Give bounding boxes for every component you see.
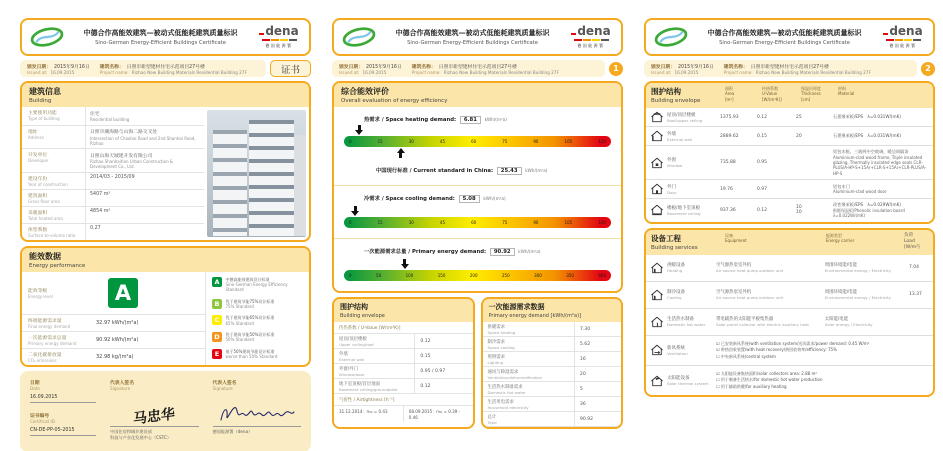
page-number-badge: 1: [609, 62, 623, 76]
page-number-badge: 2: [921, 62, 935, 76]
house-ventilation-icon: [650, 344, 664, 356]
table-row: 开发单位 Developer 日照山海天城建开发有限公司 Rizhao Shanhaitian Urban Construction & Development Co., Ltd.: [22, 149, 204, 173]
arrow-down-icon: [355, 125, 364, 135]
arrow-down-icon: [351, 206, 360, 216]
certificate-id-label-cn: 证书编号: [30, 413, 50, 419]
dena-wordmark: dena: [256, 25, 302, 37]
issue-date-cn: 2015年9月16日: [54, 64, 90, 70]
envelope-table-header: 围护结构 Building envelope 面积 Area [m²] 传热系数 U-Value [W/(m²K)] 保温层厚度 Thickness [cm] 材料 Material: [646, 83, 933, 108]
table-row: 太阳能设备 Solar thermal system ☑ 太阳能设备集热面积/solar collectors area: 2.88 m² ☐ 用于制备生活热水/for domestic hot water production ☐ 用于辅助供暖/for auxiliary heating: [646, 366, 933, 395]
energy-title-en: Energy performance: [29, 262, 86, 269]
heating-gradient-bar: [344, 136, 611, 147]
header-card: [644, 18, 935, 56]
certificate-title: [70, 28, 251, 46]
certificate-page-1: [20, 18, 311, 451]
project-field: [100, 63, 247, 75]
total-row: 总计 Total 90.92: [483, 412, 622, 427]
airtightness-row: 31.12.2014：n₅₀ = 0.43 08.09.2015：n₅₀ = 0.39 - 0.46: [334, 406, 473, 422]
building-title-cn: 建筑信息: [29, 87, 61, 96]
building-section-header: [22, 83, 309, 107]
legend-item: C 优于建筑节能65%设计标准 65% Standard: [212, 315, 303, 325]
project-label-cn: 建筑名称：: [99, 64, 124, 70]
building-title-en: Building: [29, 98, 52, 104]
table-row: 制冷需求 Space cooling 5.62: [483, 337, 622, 352]
table-row: 地址 Address 日照市潮海路与山海二路交叉处 Intersection of Chaohai Road and 2nd Shanhai Road, Rizhao: [22, 126, 204, 150]
signature-scribble-icon: [217, 400, 297, 426]
airtightness-subheader: 气密性 / Airtightness [h⁻¹]: [334, 394, 473, 406]
table-row: 生活热水制备需求 Domestic hot water 5: [483, 382, 622, 397]
legend-item: A 中德高能效建筑设计标准 Sino-German Energy Efficiency Standard: [212, 277, 303, 293]
table-row: 外门 Door 19.76 0.97 铝包木门 Aluminium-clad wood door: [646, 180, 933, 199]
table-row: 生活用电需求 Household electricity 36: [483, 397, 622, 412]
stc-logo-icon: [29, 24, 65, 50]
title-english: Sino-German Energy-Efficient Buildings Certificate: [95, 40, 226, 46]
signature-panel: [20, 371, 311, 451]
certificate-title: 中德合作高能效建筑—被动式低能耗建筑质量标识 Sino-German Energy-Efficient Buildings Certificate: [395, 29, 550, 46]
scale-ticks: 0 15 30 45 60 75 90 105 120: [349, 139, 606, 144]
table-row: 新风系统 Ventilation ☑ 已安装新风系统/with ventilation system/送风需求/power demand: 0.45 W/m² ☑ 带热回收装置/with heat recovery/热回收效率/efficiency: 75% ☐ 中央新风系统/central system: [646, 336, 933, 366]
house-icon: [650, 130, 664, 142]
house-cooling-icon: [650, 289, 664, 301]
energy-title-cn: 能效数据: [29, 251, 61, 261]
china-standard-value: 25.43: [497, 167, 522, 175]
dena-bar: [271, 39, 279, 42]
cooling-demand-scale: 冷需求 / Space cooling demand: 5.08 kWh/(m²a) 0 15 30 45 60 75 90 105 120: [334, 185, 621, 238]
arrow-down-icon: [400, 259, 409, 269]
table-row: 供暖设备 Heating 空气源热泵室外机 Air source heat pump outdoor unit 周围环境能/电能 Environmental energy / Electricity 7.04: [646, 255, 933, 282]
table-row: 屋顶/顶层楼板 Upper ceiling/roof 0.12: [334, 334, 473, 349]
dena-bar: [262, 39, 270, 42]
cstc-organization: 中国住房和城乡建设部 科技与产业化发展中心（CSTC）: [110, 429, 172, 440]
stc-logo-icon: [653, 24, 689, 50]
issue-strip: 颁发日期： 2015年9月16日 Issued at: 16.09.2015 建筑名称： 日照市新型建材住宅示范项目27号楼 Project name: Rizhao New Building Materials Residential Building 27F: [332, 60, 605, 77]
header-card: [332, 18, 623, 56]
energy-grade-badge: A: [108, 278, 138, 308]
grade-c-chip: C: [212, 315, 222, 325]
evaluation-section-header: 综合能效评价 Overall evaluation of energy efficiency: [334, 83, 621, 107]
overall-evaluation-card: [332, 81, 623, 293]
primary-energy-scale: 一次能源需求总量 / Primary energy demand: 90.92 kWh/(m²a) 0 50 100 150 200 250 300 350 400: [334, 238, 621, 291]
signature-handwriting-cstc: 马忠华: [110, 391, 199, 427]
issue-date-label-cn: 颁发日期：: [27, 64, 51, 70]
dena-subtitle: 德国能源署: [265, 42, 293, 48]
ventilation-checklist: ☑ 已安装新风系统/with ventilation system/送风需求/power demand: 0.45 W/m² ☑ 带热回收装置/with heat recovery/热回收效率/efficiency: 75% ☐ 中央新风系统/central system: [716, 340, 870, 359]
issue-strip: 颁发日期： 2015年9月16日 Issued at: 16.09.2015 建筑名称： 日照市新型建材住宅示范项目27号楼 Project name: Rizhao New Building Materials Residential Building 27F: [644, 60, 917, 77]
energy-section-header: [22, 248, 309, 272]
house-solar-icon: [650, 375, 664, 387]
dena-logo: [256, 25, 302, 49]
uvalue-subheader: 传热系数 / U-Value [W/(m²K)]: [334, 322, 473, 334]
solar-checklist: ☑ 太阳能设备集热面积/solar collectors area: 2.88 m² ☐ 用于制备生活热水/for domestic hot water production ☐ 用于辅助供暖/for auxiliary heating: [716, 371, 823, 389]
issue-date-value: 16.09.2015: [30, 391, 96, 403]
table-row: 生活热水制备 Domestic hot water 带电辅热的太阳能平板集热器 Solar panel collector with electric auxiliary heat 太阳能/电能 Solar energy / Electricity: [646, 309, 933, 336]
issue-row: [644, 60, 935, 77]
primary-energy-value: 90.92: [490, 248, 515, 256]
legend-item: D 优于建筑节能50%设计标准 50% Standard: [212, 332, 303, 342]
certificate-id-label-en: Certificat ID: [30, 418, 55, 424]
table-row: 建筑面积 Gross floor area 5407 m²: [22, 190, 204, 207]
legend-item: B 优于建筑节能75%设计标准 75% Standard: [212, 299, 303, 309]
table-row: 外窗/外门 Window/door 0.95 / 0.97: [334, 364, 473, 379]
envelope-uvalue-card: [332, 297, 475, 429]
date-and-id-column: [30, 379, 96, 445]
primary-gradient-bar: 0 50 100 150 200 250 300 350 400: [344, 270, 611, 281]
certificate-id-value: CN-DE-PP-05-2015: [30, 424, 96, 436]
cooling-gradient-bar: 0 15 30 45 60 75 90 105 120: [344, 217, 611, 228]
issue-date-en: 16.09.2015: [50, 69, 75, 75]
dena-bar: [280, 39, 288, 42]
signature-column-dena: 代表人签名 Signature 德国能源署（dena）: [213, 379, 302, 445]
issue-row: [332, 60, 623, 77]
certificate-page-3: [644, 18, 935, 397]
heating-demand-value: 6.81: [460, 116, 481, 124]
table-row: 制冷设备 Cooling 空气源热泵室外机 Air source heat pump outdoor unit 周围环境能/电能 Environmental energy / Electricity 13.37: [646, 282, 933, 309]
table-row: 屋顶/顶层楼板 Roof/upper ceiling 1375.93 0.12 25 石墨聚苯板/EPS λ=0.031W/(mK): [646, 108, 933, 127]
issue-date-label-en: Issued at:: [27, 69, 48, 75]
cooling-demand-value: 5.08: [459, 195, 480, 203]
dena-logo: dena 德国能源署: [880, 25, 926, 49]
building-info-card: [20, 81, 311, 242]
dena-logo: dena 德国能源署: [568, 25, 614, 49]
table-row: 体型系数 Surface-to-volume ratio 0.27: [22, 224, 204, 240]
house-icon: [650, 111, 664, 123]
stc-logo-icon: [341, 24, 377, 50]
table-row: 楼板/地下室顶板 Basement ceiling 937.36 0.12 10 10 改性聚苯板/EPS λ=0.029W/(mK) 酚醛保温板/Phenolic insulation board λ=0.022W/(mK): [646, 199, 933, 221]
grade-a-chip: A: [212, 277, 222, 287]
signature-column-cstc: 代表人签名 Signature 马忠华 中国住房和城乡建设部 科技与产业化发展中心（CSTC）: [110, 379, 199, 445]
house-icon: [650, 204, 664, 216]
building-photo: [207, 110, 306, 237]
energy-level-row: 能效等级 Energy level A: [22, 272, 205, 315]
table-row: 通风与除湿需求 Ventilation/dehumidification 20: [483, 367, 622, 382]
project-label-en: Project name:: [99, 69, 129, 75]
heating-demand-scale: 热需求 / Space heating demand: 6.81 kWh/(m²a) 0 15 30 45 60 75 90 105 120 中国现行标准 / Current standard in China: 25.43 kWh/(m²a): [334, 107, 621, 185]
title-chinese: 中德合作高能效建筑—被动式低能耗建筑质量标识: [83, 29, 238, 37]
building-info-table: [22, 107, 204, 240]
table-row: 终端能源需求量 Final energy demand 32.97 kWh/(m²a): [22, 315, 205, 332]
house-icon: [650, 157, 664, 169]
project-name-en: Rizhao New Building Materials Residential Building 27F: [131, 69, 247, 75]
table-row: 一次能源需求总量 Primary energy demand 90.92 kWh/(m²a): [22, 332, 205, 349]
date-label-cn: 日期: [30, 380, 40, 386]
table-row: 供暖需求 Space heating 7.30: [483, 322, 622, 337]
house-hot-water-icon: [650, 316, 664, 328]
dena-bar: [289, 39, 297, 42]
table-row: 照明需求 Lighting 16: [483, 352, 622, 367]
table-row: 二氧化碳排放量 CO₂ emissions 32.98 kg/(m²a): [28, 352, 134, 363]
building-services-card: [644, 228, 935, 398]
table-row: 采暖面积 Total heated area 4854 m²: [22, 207, 204, 224]
table-row: 外墙 External wall 0.15: [334, 349, 473, 364]
issue-date-field: [27, 63, 90, 75]
primary-demand-header: 一次能源需求数据 Primary energy demand [kWh/(m²a)]: [483, 299, 622, 322]
grade-b-chip: B: [212, 299, 222, 309]
envelope-header: 围护结构 Building envelope: [334, 299, 473, 322]
services-table-header: 设备工程 Building services 设备 Equipment 能源类型 Energy carrier 负荷 Load [W/m²]: [646, 230, 933, 255]
energy-performance-card: [20, 246, 311, 367]
table-row: 建设年份 Year of construction 2014/03 - 2015/09: [22, 173, 204, 190]
dena-organization: 德国能源署（dena）: [212, 429, 253, 434]
certificate-badge: 证书: [270, 60, 311, 77]
house-icon: [650, 183, 664, 195]
legend-item: E 低于50%建筑节能设计标准 worse than 50% Standard: [212, 349, 303, 359]
grade-e-chip: E: [212, 349, 222, 359]
signature-handwriting-dena: [213, 391, 302, 427]
china-standard-line: 中国现行标准 / Current standard in China: 25.43 kWh/(m²a): [376, 168, 548, 174]
grade-d-chip: D: [212, 332, 222, 342]
table-row: 地下室顶板/首层地面 Basement ceiling/groundplate 0.12: [334, 379, 473, 394]
table-row: 外墙 External wall 2889.62 0.15 20 石墨聚苯板/EPS λ=0.031W/(mK): [646, 127, 933, 146]
date-label-en: Date: [30, 385, 41, 391]
table-row: 主要使用功能 Type of building 住宅 Residential building: [22, 107, 204, 126]
issue-strip: [20, 60, 266, 77]
energy-grade-legend: [206, 272, 309, 365]
arrow-up-icon: [396, 148, 405, 158]
envelope-detail-card: [644, 81, 935, 224]
primary-demand-card: [481, 297, 624, 429]
issue-row: [20, 60, 311, 77]
certificate-page-2: [332, 18, 623, 429]
dena-color-bars: [256, 39, 302, 42]
project-name-cn: 日照市新型建材住宅示范项目27号楼: [126, 64, 205, 70]
table-row: 外窗 Window 735.88 0.95 铝包木框，三玻两中空玻璃，暖边间隔条 Aluminium-clad wood frame, Triple insulated glazing, Thermally insulated edge seals CLR-PLUS/A-HP-S+15Ar+CLR-S+15Ar+CLR-PLUS/A-HP-S: [646, 146, 933, 180]
certificate-title: 中德合作高能效建筑—被动式低能耗建筑质量标识 Sino-German Energy-Efficient Buildings Certificate: [707, 29, 862, 46]
energy-table: [22, 272, 206, 365]
header-card: [20, 18, 311, 56]
house-heating-icon: [650, 262, 664, 274]
